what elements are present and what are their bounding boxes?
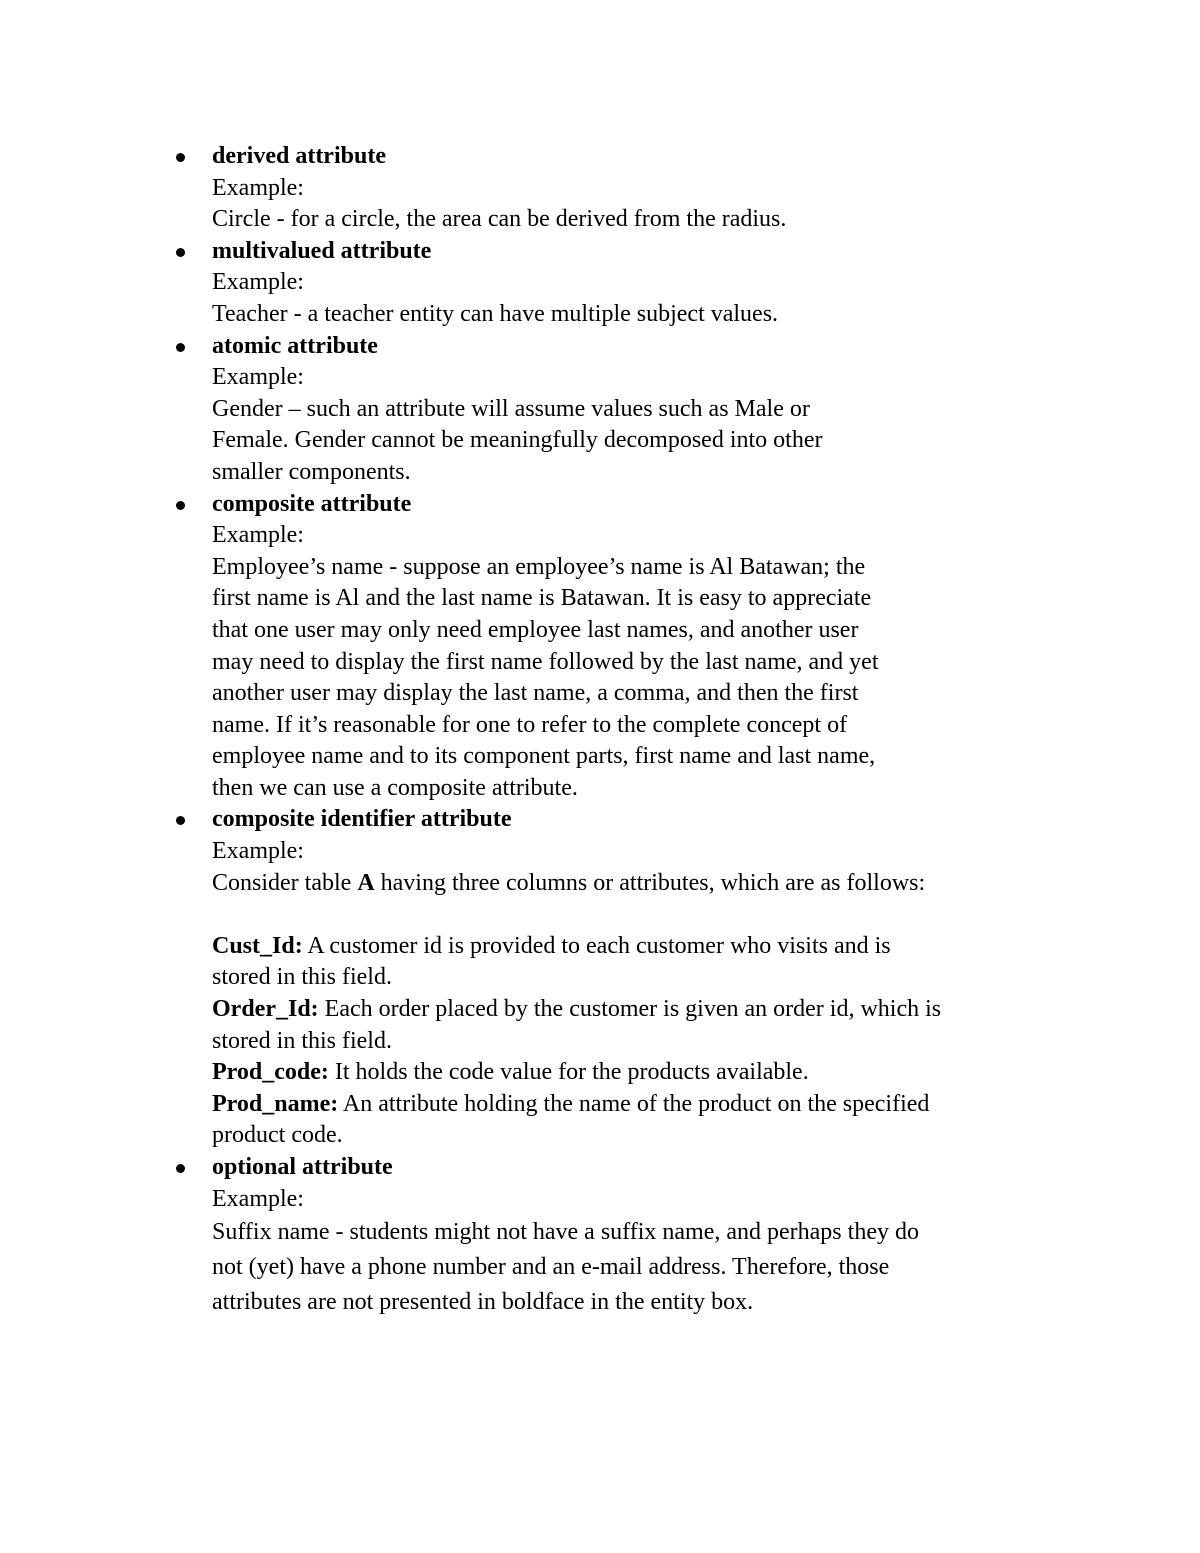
field-name: Prod_name: [212, 1090, 339, 1117]
bullet-icon [176, 343, 185, 352]
example-text: first name is Al and the last name is Batawan. It is easy to appreciate [212, 585, 872, 612]
intro-text: Consider table [212, 869, 358, 896]
example-text: Employee’s name - suppose an employee’s name is Al Batawan; the [212, 553, 866, 580]
bullet-icon [176, 816, 185, 825]
example-text: may need to display the first name followed by the last name, and yet [212, 648, 879, 675]
field-description: Each order placed by the customer is given an order id, which is [318, 996, 942, 1023]
example-text: smaller components. [212, 458, 411, 485]
bullet-icon [176, 153, 185, 162]
field-cust-id [212, 931, 1062, 963]
attribute-list [0, 141, 1200, 1320]
example-text: employee name and to its component parts, first name and last name, [212, 743, 876, 770]
intro-text: having three columns or attributes, which are as follows: [374, 869, 926, 896]
table-name: A [357, 869, 375, 896]
example-text: not (yet) have a phone number and an e-mail address. Therefore, those [212, 1254, 890, 1281]
example-intro [212, 868, 1062, 900]
example-label: Example: [212, 838, 304, 865]
example-text: another user may display the last name, a comma, and then the first [212, 680, 859, 707]
example-text: that one user may only need employee last names, and another user [212, 616, 859, 643]
example-label: Example: [212, 174, 304, 201]
term-heading: multivalued attribute [212, 237, 432, 264]
field-prod-code [212, 1057, 1062, 1089]
field-description: An attribute holding the name of the product on the specified [338, 1090, 930, 1117]
example-text: then we can use a composite attribute. [212, 774, 578, 801]
field-order-id [212, 994, 1062, 1026]
field-name: Cust_Id: [212, 932, 303, 959]
field-name: Prod_code: [212, 1059, 329, 1086]
list-item-composite-identifier-attribute [0, 804, 1200, 1152]
field-description-continued: product code. [212, 1122, 343, 1149]
term-heading: composite attribute [212, 490, 412, 517]
example-text: Teacher - a teacher entity can have multiple subject values. [212, 300, 779, 327]
list-item-derived-attribute [0, 141, 1200, 236]
field-prod-name [212, 1089, 1062, 1121]
example-text: Gender – such an attribute will assume values such as Male or [212, 395, 810, 422]
example-text: name. If it’s reasonable for one to refer to the complete concept of [212, 711, 848, 738]
example-text: Female. Gender cannot be meaningfully decomposed into other [212, 427, 823, 454]
blank-line [212, 899, 1062, 931]
example-label: Example: [212, 1185, 304, 1212]
term-heading: composite identifier attribute [212, 806, 512, 833]
field-description: A customer id is provided to each customer who visits and is [302, 932, 891, 959]
list-item-atomic-attribute [0, 331, 1200, 489]
list-item-composite-attribute [0, 489, 1200, 805]
example-label: Example: [212, 364, 304, 391]
bullet-icon [176, 501, 185, 510]
example-text: attributes are not presented in boldface in the entity box. [212, 1289, 754, 1316]
field-name: Order_Id: [212, 996, 319, 1023]
field-description-continued: stored in this field. [212, 1027, 392, 1054]
bullet-icon [176, 248, 185, 257]
term-heading: derived attribute [212, 143, 386, 169]
term-heading: atomic attribute [212, 332, 378, 359]
example-label: Example: [212, 522, 304, 549]
example-label: Example: [212, 269, 304, 296]
example-text: Circle - for a circle, the area can be derived from the radius. [212, 206, 787, 233]
term-heading: optional attribute [212, 1154, 393, 1180]
example-text: Suffix name - students might not have a suffix name, and perhaps they do [212, 1219, 919, 1246]
field-description: It holds the code value for the products available. [328, 1059, 809, 1086]
bullet-icon [176, 1164, 185, 1173]
list-item-multivalued-attribute [0, 236, 1200, 331]
field-description-continued: stored in this field. [212, 964, 392, 991]
list-item-optional-attribute [0, 1152, 1200, 1320]
